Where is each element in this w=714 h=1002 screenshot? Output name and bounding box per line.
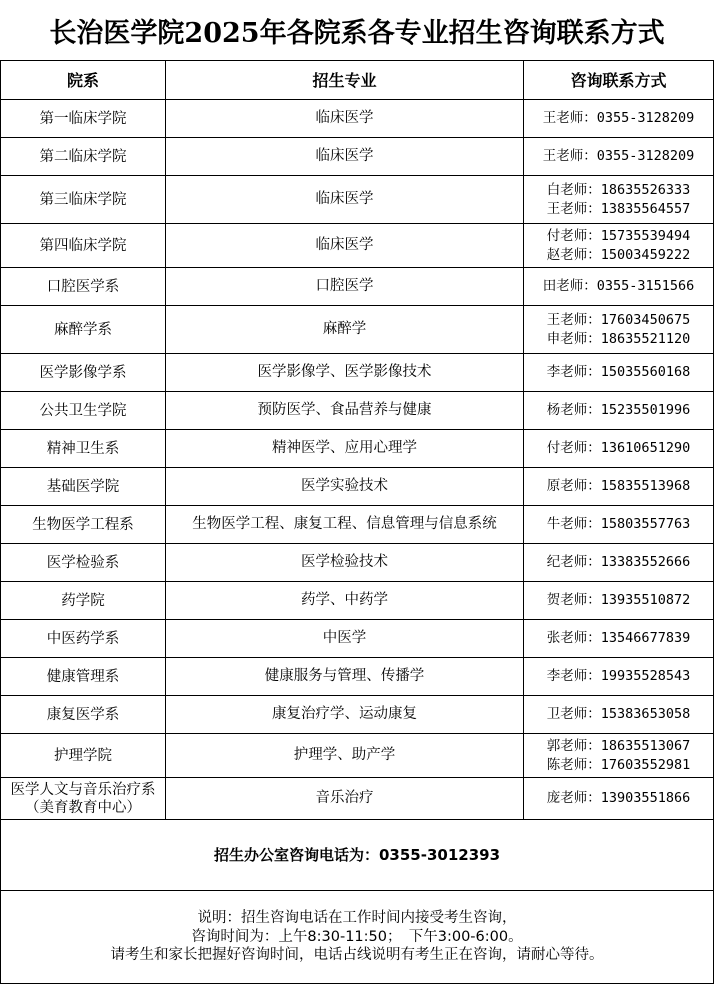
contact-line: 李老师：15035560168	[546, 364, 691, 380]
table-row	[1, 544, 714, 582]
contact-line: 原老师：15835513968	[546, 478, 691, 494]
contact-cell	[524, 582, 714, 620]
contact-cell	[524, 306, 714, 354]
contact-line: 杨老师：15235501996	[546, 402, 691, 418]
contact-cell	[524, 430, 714, 468]
dept-line: （美育教育中心）	[25, 799, 141, 816]
dept-cell: 基础医学院	[1, 468, 166, 506]
contact-cell	[524, 544, 714, 582]
office-row	[1, 820, 714, 891]
note-line: 请考生和家长把握好咨询时间，电话占线说明有考生正在咨询，请耐心等待。	[110, 947, 604, 964]
table-row	[1, 658, 714, 696]
major-cell: 临床医学	[166, 176, 524, 224]
major-cell: 口腔医学	[166, 268, 524, 306]
header-major: 招生专业	[166, 61, 524, 100]
contact-table	[0, 60, 714, 984]
major-cell: 药学、中药学	[166, 582, 524, 620]
contact-line: 李老师：19935528543	[546, 668, 691, 684]
contact-line: 王老师：0355-3128209	[542, 148, 695, 164]
contact-line: 付老师：15735539494	[546, 227, 691, 244]
contact-cell	[524, 392, 714, 430]
table-row	[1, 778, 714, 820]
table-row	[1, 468, 714, 506]
header-row	[1, 61, 714, 100]
dept-cell: 第二临床学院	[1, 138, 166, 176]
contact-cell	[524, 506, 714, 544]
contact-line: 郭老师：18635513067	[546, 737, 691, 754]
contact-line: 贺老师：13935510872	[546, 592, 691, 608]
contact-cell	[524, 468, 714, 506]
major-cell: 预防医学、食品营养与健康	[166, 392, 524, 430]
notes-cell	[1, 891, 714, 984]
contact-line: 申老师：18635521120	[546, 330, 691, 347]
contact-line: 纪老师：13383552666	[546, 554, 691, 570]
contact-line: 牛老师：15803557763	[546, 516, 691, 532]
major-cell: 临床医学	[166, 224, 524, 268]
contact-cell	[524, 696, 714, 734]
dept-cell: 第三临床学院	[1, 176, 166, 224]
dept-cell	[1, 778, 166, 820]
major-cell: 护理学、助产学	[166, 734, 524, 778]
major-cell: 生物医学工程、康复工程、信息管理与信息系统	[166, 506, 524, 544]
contact-line: 卫老师：15383653058	[546, 706, 691, 722]
contact-cell	[524, 268, 714, 306]
dept-cell: 第一临床学院	[1, 100, 166, 138]
table-row	[1, 100, 714, 138]
dept-cell: 康复医学系	[1, 696, 166, 734]
contact-line: 张老师：13546677839	[546, 630, 691, 646]
contact-line: 赵老师：15003459222	[546, 246, 691, 263]
dept-cell: 精神卫生系	[1, 430, 166, 468]
dept-cell: 麻醉学系	[1, 306, 166, 354]
contact-line: 陈老师：17603552981	[546, 756, 691, 773]
notes-row	[1, 891, 714, 984]
dept-cell: 第四临床学院	[1, 224, 166, 268]
major-cell: 临床医学	[166, 100, 524, 138]
table-row	[1, 138, 714, 176]
dept-cell: 口腔医学系	[1, 268, 166, 306]
note-line: 说明：招生咨询电话在工作时间内接受考生咨询，	[197, 910, 517, 927]
table-row	[1, 306, 714, 354]
major-cell: 麻醉学	[166, 306, 524, 354]
contact-line: 付老师：13610651290	[546, 440, 691, 456]
major-cell: 中医学	[166, 620, 524, 658]
contact-cell	[524, 620, 714, 658]
contact-cell	[524, 658, 714, 696]
dept-cell: 健康管理系	[1, 658, 166, 696]
contact-cell	[524, 778, 714, 820]
table-row	[1, 268, 714, 306]
dept-line: 医学人文与音乐治疗系	[10, 781, 156, 798]
table-row	[1, 430, 714, 468]
contact-line: 王老师：13835564557	[546, 200, 691, 217]
table-row	[1, 620, 714, 658]
header-dept: 院系	[1, 61, 166, 100]
dept-cell: 护理学院	[1, 734, 166, 778]
table-row	[1, 734, 714, 778]
table-row	[1, 696, 714, 734]
contact-line: 庞老师：13903551866	[546, 790, 691, 806]
major-cell: 康复治疗学、运动康复	[166, 696, 524, 734]
major-cell: 音乐治疗	[166, 778, 524, 820]
table-row	[1, 176, 714, 224]
contact-cell	[524, 734, 714, 778]
dept-cell: 公共卫生学院	[1, 392, 166, 430]
dept-cell: 中医药学系	[1, 620, 166, 658]
contact-cell	[524, 176, 714, 224]
header-contact: 咨询联系方式	[524, 61, 714, 100]
contact-cell	[524, 224, 714, 268]
page-title: 长治医学院2025年各院系各专业招生咨询联系方式	[49, 17, 665, 49]
office-phone: 招生办公室咨询电话为：0355-3012393	[1, 820, 714, 891]
major-cell: 医学实验技术	[166, 468, 524, 506]
dept-cell: 药学院	[1, 582, 166, 620]
major-cell: 医学检验技术	[166, 544, 524, 582]
dept-cell: 医学检验系	[1, 544, 166, 582]
major-cell: 健康服务与管理、传播学	[166, 658, 524, 696]
dept-cell: 医学影像学系	[1, 354, 166, 392]
contact-cell	[524, 354, 714, 392]
contact-cell	[524, 138, 714, 176]
major-cell: 精神医学、应用心理学	[166, 430, 524, 468]
contact-line: 王老师：17603450675	[546, 311, 691, 328]
major-cell: 临床医学	[166, 138, 524, 176]
table-row	[1, 224, 714, 268]
major-cell: 医学影像学、医学影像技术	[166, 354, 524, 392]
dept-cell: 生物医学工程系	[1, 506, 166, 544]
contact-line: 白老师：18635526333	[546, 181, 691, 198]
contact-cell	[524, 100, 714, 138]
note-line: 咨询时间为：上午8:30-11:50； 下午3:00-6:00。	[191, 928, 523, 945]
table-row	[1, 354, 714, 392]
table-row	[1, 392, 714, 430]
contact-line: 王老师：0355-3128209	[542, 110, 695, 126]
table-row	[1, 506, 714, 544]
table-row	[1, 582, 714, 620]
contact-line: 田老师：0355-3151566	[542, 278, 695, 294]
